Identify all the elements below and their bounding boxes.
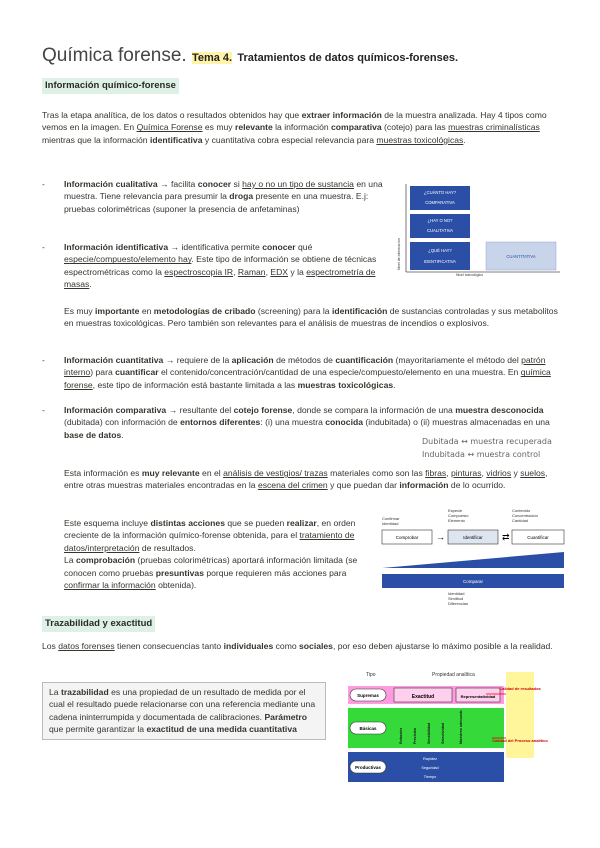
t: muestra desconocida (455, 405, 544, 415)
level-box-identificativa (410, 242, 470, 270)
t: Raman (237, 266, 266, 277)
t: exactitud de una medida cuantitativa (146, 724, 297, 735)
t: muestras toxicológicas (376, 134, 464, 145)
bullet-text (64, 241, 390, 291)
label: Calidad de resultados (499, 686, 541, 691)
t: patrón interno (64, 355, 546, 378)
label: Identidad (382, 521, 399, 526)
label: Tipo (366, 672, 376, 678)
t: facilita (170, 179, 198, 189)
t: sociales (299, 641, 333, 651)
t: Es muy (64, 306, 96, 316)
t: presuntivas (155, 567, 204, 578)
t: pinturas (450, 468, 482, 478)
section-heading-traza (42, 616, 155, 632)
t: Tras la etapa analítica, de los datos o resultados obtenidos hay que (42, 110, 302, 120)
label: Cuantificar (527, 535, 549, 540)
t: muy relevante (141, 468, 200, 478)
bullet-cuantitativa (42, 354, 562, 398)
label: Identificar (463, 535, 483, 540)
label: Robustez (399, 727, 403, 744)
t: es una propiedad de un resultado de medida por el cual el resultado puede relacionarse con una referencia mediante una cadena ininterrumpida y documentada de calibraciones. (49, 687, 316, 722)
t: muestras toxicológicas (297, 379, 394, 390)
t: , (481, 468, 487, 478)
t: (dubitada) con información de (64, 417, 181, 428)
section-heading-text: Trazabilidad y exactitud (42, 616, 155, 632)
t: droga (229, 191, 254, 202)
bullet-dash: - (42, 405, 45, 415)
t: : (i) una muestra (260, 417, 326, 428)
label: Selectividad (441, 723, 445, 744)
t: y que puedan dar (327, 480, 400, 491)
t: . Este tipo de información se obtiene de técnicas espectrométricas como la (64, 254, 377, 277)
t: hay o no un tipo de sustancia (242, 179, 354, 189)
label: Especie (448, 508, 463, 513)
t: de la muestra analizada. Hay 4 tipos como vemos en la imagen. En (42, 110, 547, 133)
t: fibras (425, 468, 447, 478)
increasing-wedge (382, 552, 564, 568)
t: Esta información es (64, 468, 142, 478)
t: que permite garantizar la (49, 724, 147, 735)
label: Básicas (359, 726, 377, 731)
level-name: IDENTIFICATIVA (424, 259, 456, 264)
t: individuales (223, 641, 274, 651)
info-levels-figure (396, 180, 564, 276)
t: y (202, 134, 212, 145)
label: Diferencias (448, 601, 469, 606)
label: Comparar (462, 579, 484, 584)
t: (pruebas colorimétricas) aportará (135, 555, 267, 566)
t: de sustancias controladas y sus metabolitos en muestras toxicológicas. Pero también son relevantes para el análisis de muestras de incendios o explosivos. (64, 306, 558, 329)
t: ) para (90, 367, 116, 378)
t: es muy (202, 122, 235, 133)
t: . (89, 279, 92, 290)
t: si (231, 179, 243, 189)
t: obtenida). (155, 580, 197, 591)
t: espectrometría de masas (64, 266, 376, 290)
t: vidrios (486, 468, 512, 478)
t: Información cuantitativa → (64, 355, 177, 365)
t: , por eso deben (332, 641, 396, 651)
label: Similitud (448, 596, 464, 601)
t: cotejo forense (233, 405, 293, 415)
t: (indubitada) o (ii) muestras almacenadas en una (363, 417, 550, 428)
t: identificación (331, 306, 388, 316)
section-heading-text: Información químico-forense (42, 78, 179, 94)
t: en el (199, 468, 224, 478)
t: suelos (520, 468, 546, 478)
page-title (42, 42, 458, 70)
trazabilidad-definition-box (42, 682, 326, 740)
bullet-dash: - (42, 179, 45, 189)
t: Química Forense (136, 122, 203, 133)
t: conocer (262, 242, 296, 252)
t: . (550, 641, 553, 651)
t: análisis de vestigios/ trazas (223, 468, 328, 478)
label: Compuesto (448, 513, 469, 518)
t: base de datos (64, 429, 122, 440)
t: resultante del (179, 405, 234, 415)
t: datos forenses (58, 641, 115, 651)
t: metodologías de cribado (153, 306, 256, 316)
t: cuantificación (335, 355, 394, 365)
t: como (273, 641, 300, 651)
t: mientras que la información (42, 134, 150, 145)
t: . (393, 379, 396, 390)
t: en (139, 306, 154, 316)
double-arrow-icon: ⇄ (502, 532, 510, 542)
t: relevante (235, 122, 273, 133)
label: Cantidad (512, 518, 529, 523)
bullet-text (64, 354, 562, 391)
t: (screening) para la (255, 306, 332, 316)
quality-column (506, 672, 534, 758)
intro-paragraph (42, 109, 562, 146)
t: extraer información (301, 110, 382, 120)
label: Confirmar (382, 516, 400, 521)
t: que se pueden (224, 518, 287, 528)
t: La (49, 687, 61, 697)
level-name: CUANTITATIVA (506, 254, 536, 259)
title-main: Química forense. (42, 45, 187, 66)
esquema-paragraph (64, 517, 366, 592)
t: de lo ocurrido. (448, 480, 506, 491)
t: información (399, 480, 449, 491)
label: Calidad del Proceso analítico (492, 738, 548, 743)
t: distintas acciones (150, 518, 225, 528)
note-line: Indubitada ↔ muestra control (422, 449, 541, 459)
t: cuantitativa (211, 134, 256, 145)
t: de métodos de (273, 355, 336, 365)
t: , entre otras muestras materiales encontradas en la (64, 468, 548, 491)
t: Este esquema incluye (64, 518, 151, 528)
label: Elemento (448, 518, 465, 523)
title-rest: Tratamientos de datos químicos-forenses. (237, 52, 459, 64)
label: Sensibilidad (427, 722, 431, 744)
bullet-dash: - (42, 355, 45, 365)
label: Rapidez (423, 757, 437, 761)
t: confirmar la información (64, 580, 156, 591)
x-axis-label: Nivel toxicológico (456, 273, 484, 277)
t: (cotejo) para las (381, 122, 449, 133)
section-heading-info (42, 78, 179, 94)
label: Propiedad analítica (432, 672, 475, 678)
label: Identidad (448, 591, 465, 596)
level-question: ¿QUÉ HAY? (428, 248, 452, 253)
t: información limitada (266, 555, 343, 566)
label: Supremas (357, 693, 379, 698)
t: Información cualitativa → (64, 179, 171, 189)
t: en una muestra. Tiene relevancia para presumir la (64, 179, 383, 202)
t: La (64, 555, 76, 566)
t: Los (42, 641, 59, 651)
t: escena del crimen (257, 480, 328, 491)
label: Muestreo adecuado (459, 710, 463, 744)
t: especie/compuesto/elemento hay (64, 254, 192, 265)
label: Tiempo (423, 775, 437, 779)
t: identificativa permite (181, 242, 263, 252)
t: porque requieren más acciones para (203, 567, 347, 578)
t: aplicación (231, 355, 274, 365)
t: espectroscopia IR (164, 266, 234, 277)
t: conocer (197, 179, 232, 189)
bullet-identificativa (42, 241, 392, 301)
t: qué (295, 242, 313, 252)
t: (se conocen como pruebas (64, 555, 358, 578)
t: presente en una muestra. E.j: pruebas colorimétricas (suponer la presencia de anfetaminas) (64, 191, 369, 214)
screening-paragraph (64, 305, 562, 330)
level-question: ¿CUÁNTO HAY? (424, 190, 456, 195)
label: Contenido (512, 508, 531, 513)
title-tag: Tema 4. (191, 52, 233, 64)
t: comprobación (75, 555, 136, 566)
t: ajustarse lo máximo posible a la realidad (395, 641, 551, 651)
level-name: CUALITATIVA (426, 228, 454, 233)
bullet-cualitativa (42, 178, 392, 238)
t: realizar (286, 518, 317, 528)
actions-scheme-figure (378, 506, 568, 610)
t: cuantificar (115, 367, 159, 378)
t: EDX (270, 266, 289, 277)
t: muestras criminalísticas (448, 122, 540, 133)
t: trazabilidad (60, 687, 109, 697)
t: tratamiento de datos/interpretación (64, 530, 355, 553)
t: química forense (64, 367, 551, 390)
y-axis-label: Nivel de información (397, 238, 401, 270)
t: , (233, 266, 238, 277)
t: materiales como son las (327, 468, 426, 478)
t: conocida (325, 417, 364, 428)
t: Información comparativa → (64, 405, 180, 415)
t: , donde se compara la información de una (292, 405, 456, 415)
t: comparativa (331, 122, 382, 133)
analytical-properties-figure (342, 668, 548, 784)
handwritten-note (422, 436, 552, 462)
label: Concentración (512, 513, 538, 518)
level-question: ¿HAY O NO? (427, 218, 453, 223)
arrow-icon: → (436, 532, 445, 542)
t: , (446, 468, 451, 478)
t: identificativa (149, 134, 203, 145)
label: Comprobar (395, 535, 419, 540)
t: , en orden creciente de la información químico-forense obtenida, para el (64, 518, 356, 541)
label: Seguridad (421, 766, 439, 770)
bullet-dash: - (42, 242, 45, 252)
t: Parámetro (264, 711, 307, 722)
label: Productivas (355, 765, 381, 770)
label: Precisión (413, 727, 417, 744)
t: y la (288, 266, 307, 277)
label: Exactitud (411, 694, 435, 700)
t: , este tipo de información está bastante limitada a las (92, 379, 298, 390)
t: la información (272, 122, 332, 133)
bullet-text (64, 178, 390, 215)
traza-paragraph (42, 640, 562, 652)
note-line: Dubitada ↔ muestra recuperada (422, 437, 552, 446)
t: . (121, 429, 124, 440)
vestigios-paragraph (64, 467, 562, 492)
t: requiere de la (176, 355, 232, 365)
t: tienen consecuencias tanto (114, 641, 224, 651)
level-name: COMPARATIVA (425, 200, 455, 205)
t: , (265, 266, 271, 277)
label: Representatividad (460, 694, 496, 699)
t: cobra especial relevancia para (255, 134, 377, 145)
t: . (463, 134, 466, 145)
t: importante (95, 306, 140, 316)
t: (mayoritariamente el método del (393, 355, 522, 365)
t: de resultados. (139, 542, 196, 553)
t: entornos diferentes (180, 417, 261, 428)
t: y (511, 468, 521, 478)
t: Información identificativa → (64, 242, 182, 252)
t: el contenido/concentración/cantidad de una especie/compuesto/elemento en una muestra. En (158, 367, 521, 378)
